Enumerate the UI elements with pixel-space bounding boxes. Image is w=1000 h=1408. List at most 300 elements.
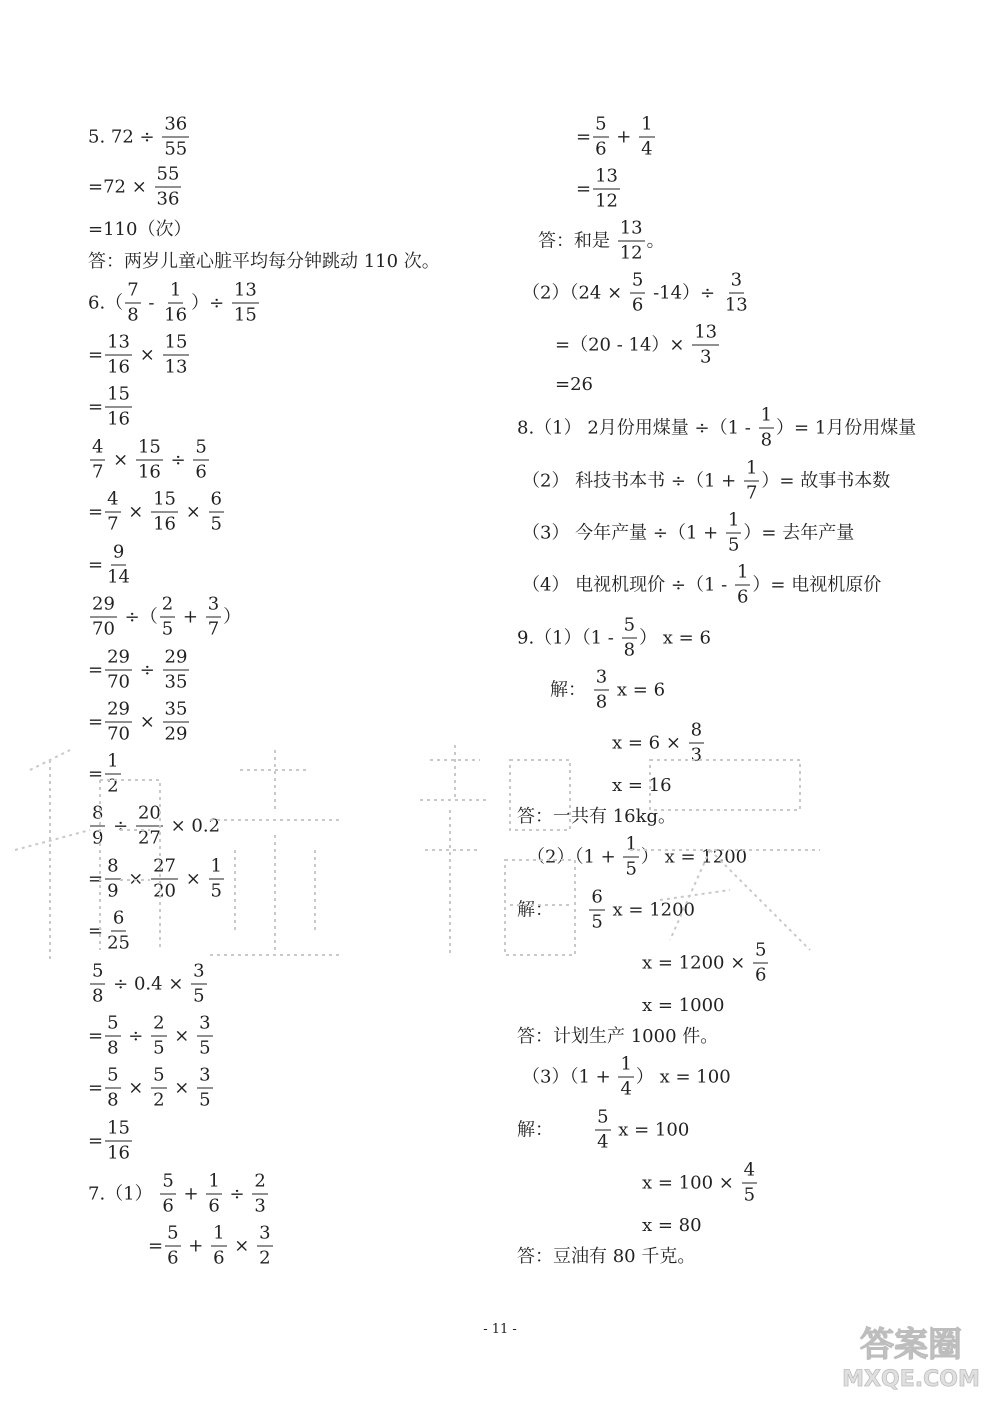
numerator: 4 <box>105 488 120 513</box>
math-line <box>550 666 665 715</box>
numerator: 3 <box>197 1012 212 1037</box>
denominator: 8 <box>127 304 139 326</box>
denominator: 5 <box>199 1089 211 1111</box>
math-line <box>517 808 676 826</box>
denominator: 8 <box>107 1037 119 1059</box>
fraction <box>191 960 206 1009</box>
line-text: 7.（1） <box>88 1183 159 1204</box>
fraction <box>155 163 182 212</box>
denominator: 2 <box>153 1089 165 1111</box>
numerator: 5 <box>193 436 208 461</box>
line-text: = <box>88 396 104 417</box>
fraction <box>759 404 774 453</box>
numerator: 29 <box>163 646 190 671</box>
fraction <box>232 279 259 328</box>
numerator: 36 <box>162 113 189 138</box>
line-text: ÷ <box>107 815 134 836</box>
line-text: 5. 72 ÷ <box>88 126 161 147</box>
denominator: 6 <box>162 1195 174 1217</box>
line-text: × <box>122 1077 150 1098</box>
math-line <box>88 221 191 239</box>
line-text: x = 1200 × <box>642 952 752 973</box>
line-text: =（20 - 14）× <box>555 334 691 355</box>
denominator: 6 <box>213 1247 225 1269</box>
numerator: 5 <box>595 1106 610 1131</box>
fraction <box>618 217 645 266</box>
fraction <box>197 1064 212 1113</box>
line-text: 答：计划生产 1000 件。 <box>517 1026 719 1047</box>
line-text: 答：两岁儿童心脏平均每分钟跳动 110 次。 <box>88 251 440 272</box>
numerator: 7 <box>125 279 140 304</box>
numerator: 5 <box>165 1222 180 1247</box>
numerator: 3 <box>206 593 221 618</box>
line-text: ）= 去年产量 <box>743 522 855 543</box>
numerator: 5 <box>90 960 105 985</box>
math-line <box>88 1170 270 1219</box>
line-text: ÷（ <box>118 606 158 627</box>
math-line <box>88 541 134 590</box>
numerator: 2 <box>151 1012 166 1037</box>
numerator: 6 <box>111 907 126 932</box>
line-text: + <box>182 1235 210 1256</box>
math-line <box>522 509 854 558</box>
numerator: 1 <box>209 855 224 880</box>
denominator: 8 <box>595 691 608 713</box>
math-line <box>555 376 593 394</box>
fraction <box>105 698 132 747</box>
math-line <box>517 1028 718 1046</box>
math-line <box>527 833 747 882</box>
line-text: ）= 故事书本数 <box>761 470 891 491</box>
math-line <box>88 383 134 432</box>
numerator: 15 <box>136 436 163 461</box>
math-line <box>642 1217 702 1235</box>
fraction <box>105 646 132 695</box>
denominator: 5 <box>210 880 222 902</box>
fraction <box>209 488 224 537</box>
numerator: 1 <box>759 404 774 429</box>
denominator: 55 <box>164 138 188 160</box>
fraction <box>136 436 163 485</box>
fraction <box>639 113 654 162</box>
math-line <box>517 886 695 935</box>
numerator: 13 <box>618 217 645 242</box>
math-line <box>642 1159 759 1208</box>
numerator: 15 <box>151 488 178 513</box>
line-text: x = 80 <box>642 1215 702 1236</box>
fraction <box>630 269 645 318</box>
numerator: 13 <box>232 279 259 304</box>
math-line <box>555 321 721 370</box>
fraction <box>742 1159 757 1208</box>
line-text: ÷ <box>223 1183 251 1204</box>
line-text: × <box>107 449 134 470</box>
fraction <box>162 113 189 162</box>
fraction <box>726 509 741 558</box>
numerator: 1 <box>623 833 638 858</box>
page-number: - 11 - <box>483 1322 517 1337</box>
fraction <box>163 646 190 695</box>
line-text: =110（次） <box>88 219 192 240</box>
line-text: x = 16 <box>612 775 672 796</box>
math-line <box>148 1222 275 1271</box>
denominator: 70 <box>107 723 130 745</box>
denominator: 2 <box>107 775 119 797</box>
denominator: 8 <box>107 1089 119 1111</box>
line-text: 答：一共有 16kg。 <box>517 806 677 827</box>
fraction <box>105 1012 120 1061</box>
line-text: x = 100 × <box>642 1172 740 1193</box>
math-line <box>522 1053 731 1102</box>
line-text: = <box>576 178 592 199</box>
fraction <box>136 802 163 851</box>
denominator: 6 <box>208 1195 220 1217</box>
fraction <box>197 1012 212 1061</box>
fraction <box>252 1170 267 1219</box>
fraction <box>723 269 750 318</box>
numerator: 15 <box>105 1117 132 1142</box>
line-text: -14）÷ <box>647 282 721 303</box>
fraction <box>206 1170 221 1219</box>
line-text: ）= 1月份用煤量 <box>776 417 917 438</box>
fraction <box>105 855 120 904</box>
denominator: 7 <box>107 513 119 535</box>
line-text: ÷ <box>164 449 192 470</box>
numerator: 6 <box>589 886 604 911</box>
numerator: 1 <box>735 561 750 586</box>
denominator: 7 <box>207 618 220 640</box>
line-text: = <box>88 1130 104 1151</box>
line-text: + <box>177 1183 205 1204</box>
line-text: 答：豆油有 80 千克。 <box>517 1246 696 1267</box>
numerator: 1 <box>211 1222 226 1247</box>
fraction <box>206 593 221 642</box>
math-line <box>612 719 706 768</box>
line-text: （3） 今年产量 ÷（1 + <box>522 522 724 543</box>
denominator: 3 <box>254 1195 266 1217</box>
fraction <box>151 1012 166 1061</box>
numerator: 8 <box>90 802 105 827</box>
denominator: 9 <box>92 827 104 849</box>
line-text: 解： <box>517 899 588 920</box>
numerator: 3 <box>191 960 206 985</box>
numerator: 1 <box>726 509 741 534</box>
math-line <box>88 488 226 537</box>
fraction <box>105 488 120 537</box>
numerator: 5 <box>630 269 645 294</box>
line-text: ）÷ <box>191 292 230 313</box>
line-text: = <box>88 868 104 889</box>
fraction <box>151 855 178 904</box>
line-text: 答：和是 <box>538 230 616 251</box>
line-text: = <box>88 659 104 680</box>
fraction <box>623 833 638 882</box>
math-line <box>88 1012 215 1061</box>
line-text: ） x = 1200 <box>640 846 748 867</box>
line-text: 6.（ <box>88 292 124 313</box>
numerator: 1 <box>168 279 183 304</box>
fraction <box>105 907 132 956</box>
numerator: 1 <box>744 457 759 482</box>
denominator: 25 <box>107 932 130 954</box>
line-text: ÷ <box>134 659 161 680</box>
numerator: 29 <box>105 698 132 723</box>
math-line <box>642 939 770 988</box>
fraction <box>211 1222 226 1271</box>
fraction <box>735 561 750 610</box>
fraction <box>163 331 190 380</box>
numerator: 13 <box>105 331 132 356</box>
numerator: 5 <box>105 1064 120 1089</box>
numerator: 8 <box>105 855 120 880</box>
math-line <box>88 436 211 485</box>
denominator: 35 <box>164 671 188 693</box>
fraction <box>162 279 189 328</box>
denominator: 8 <box>92 985 104 1007</box>
line-text: = <box>88 711 104 732</box>
denominator: 12 <box>619 242 643 264</box>
math-line <box>576 113 657 162</box>
denominator: 6 <box>595 138 607 160</box>
numerator: 1 <box>639 113 654 138</box>
denominator: 70 <box>107 671 130 693</box>
numerator: 3 <box>729 269 744 294</box>
numerator: 5 <box>593 113 608 138</box>
numerator: 6 <box>209 488 224 513</box>
math-line <box>88 750 123 799</box>
denominator: 2 <box>259 1247 271 1269</box>
math-line <box>612 777 672 795</box>
numerator: 5 <box>622 614 637 639</box>
fraction <box>193 436 208 485</box>
fraction <box>105 750 120 799</box>
fraction <box>594 666 609 715</box>
math-line <box>88 698 191 747</box>
fraction <box>90 593 117 642</box>
fraction <box>744 457 759 506</box>
numerator: 3 <box>257 1222 272 1247</box>
math-line <box>576 165 622 214</box>
line-text: × <box>228 1235 256 1256</box>
fraction <box>689 719 704 768</box>
denominator: 16 <box>107 1142 130 1164</box>
numerator: 2 <box>252 1170 267 1195</box>
denominator: 13 <box>724 294 748 316</box>
line-text: ） <box>223 606 242 627</box>
denominator: 6 <box>195 461 207 483</box>
math-line <box>522 561 881 610</box>
fraction <box>105 331 132 380</box>
line-text: × <box>168 1077 196 1098</box>
fraction <box>105 1064 120 1113</box>
fraction <box>622 614 637 663</box>
line-text: ÷ 0.4 × <box>107 973 190 994</box>
denominator: 27 <box>137 827 161 849</box>
line-text: x = 1000 <box>642 995 725 1016</box>
denominator: 5 <box>210 513 222 535</box>
math-line <box>88 113 191 162</box>
line-text: 9.（1）（1 - <box>517 627 620 648</box>
line-text: × <box>179 868 207 889</box>
line-text: （2）（1 + <box>527 846 622 867</box>
denominator: 5 <box>161 618 174 640</box>
denominator: 16 <box>107 356 130 378</box>
numerator: 3 <box>594 666 609 691</box>
fraction <box>257 1222 272 1271</box>
denominator: 5 <box>153 1037 165 1059</box>
denominator: 16 <box>137 461 161 483</box>
math-line <box>517 1106 689 1155</box>
line-text: = <box>88 763 104 784</box>
svg-text:MXQE.COM: MXQE.COM <box>842 1367 980 1392</box>
fraction <box>160 1170 175 1219</box>
site-logo <box>836 1316 986 1396</box>
line-text: = <box>148 1235 164 1256</box>
svg-text:答案圈: 答案圈 <box>860 1325 962 1365</box>
numerator: 3 <box>197 1064 212 1089</box>
numerator: 9 <box>111 541 126 566</box>
denominator: 36 <box>156 188 180 210</box>
line-text: x = 6 <box>611 679 666 700</box>
line-text: = <box>88 1077 104 1098</box>
denominator: 5 <box>193 985 205 1007</box>
numerator: 1 <box>618 1053 633 1078</box>
numerator: 27 <box>151 855 178 880</box>
line-text: × <box>134 344 161 365</box>
math-line <box>88 1117 134 1166</box>
fraction <box>90 436 105 485</box>
denominator: 5 <box>591 911 603 933</box>
denominator: 16 <box>107 408 130 430</box>
denominator: 6 <box>167 1247 179 1269</box>
line-text: 。 <box>646 230 665 251</box>
fraction <box>618 1053 633 1102</box>
line-text: （3）（1 + <box>522 1066 617 1087</box>
numerator: 5 <box>151 1064 166 1089</box>
denominator: 9 <box>107 880 119 902</box>
denominator: 8 <box>623 639 636 661</box>
math-line <box>522 457 890 506</box>
line-text: =26 <box>555 374 593 395</box>
fraction <box>595 1106 610 1155</box>
line-text: = <box>88 920 104 941</box>
fraction <box>90 960 105 1009</box>
numerator: 15 <box>105 383 132 408</box>
numerator: 4 <box>742 1159 757 1184</box>
fraction <box>151 488 178 537</box>
line-text: ）= 电视机原价 <box>752 574 882 595</box>
denominator: 3 <box>699 346 712 368</box>
fraction <box>105 541 132 590</box>
line-text: （4） 电视机现价 ÷（1 - <box>522 574 733 595</box>
line-text: =72 × <box>88 176 153 197</box>
math-line <box>88 331 191 380</box>
line-text: × <box>122 501 150 522</box>
numerator: 2 <box>160 593 175 618</box>
fraction <box>753 939 768 988</box>
math-line <box>88 253 440 271</box>
math-line <box>88 593 241 642</box>
math-line <box>88 855 226 904</box>
denominator: 6 <box>631 294 644 316</box>
line-text: x = 1200 <box>606 899 696 920</box>
denominator: 14 <box>107 566 130 588</box>
denominator: 6 <box>755 964 767 986</box>
math-line <box>517 404 916 453</box>
denominator: 5 <box>199 1037 211 1059</box>
denominator: 16 <box>164 304 188 326</box>
numerator: 15 <box>163 331 190 356</box>
numerator: 55 <box>155 163 182 188</box>
numerator: 5 <box>160 1170 175 1195</box>
fraction <box>160 593 175 642</box>
math-line <box>522 269 752 318</box>
math-line <box>88 960 209 1009</box>
numerator: 29 <box>90 593 117 618</box>
line-text: + <box>610 126 638 147</box>
line-text: × <box>134 711 161 732</box>
fraction <box>593 165 620 214</box>
fraction <box>125 279 140 328</box>
fraction <box>589 886 604 935</box>
line-text: 8.（1） 2月份用煤量 ÷（1 - <box>517 417 757 438</box>
denominator: 7 <box>92 461 104 483</box>
numerator: 8 <box>689 719 704 744</box>
line-text: + <box>177 606 204 627</box>
numerator: 4 <box>90 436 105 461</box>
line-text: × <box>122 868 150 889</box>
math-line <box>642 997 725 1015</box>
denominator: 4 <box>641 138 653 160</box>
line-text: × 0.2 <box>164 815 221 836</box>
denominator: 13 <box>164 356 188 378</box>
denominator: 7 <box>745 482 758 504</box>
fraction <box>105 383 132 432</box>
denominator: 5 <box>727 534 740 556</box>
line-text: = <box>88 554 104 575</box>
fraction <box>692 321 719 370</box>
line-text: x = 6 × <box>612 732 687 753</box>
math-line <box>88 163 183 212</box>
line-text: - <box>142 292 161 313</box>
fraction <box>151 1064 166 1113</box>
line-text: ） x = 6 <box>639 627 711 648</box>
fraction <box>163 698 190 747</box>
line-text: ÷ <box>122 1025 150 1046</box>
math-line <box>88 646 191 695</box>
math-line <box>88 279 261 328</box>
numerator: 1 <box>105 750 120 775</box>
line-text: 解： <box>517 1119 594 1140</box>
math-line <box>517 1248 695 1266</box>
denominator: 4 <box>620 1078 632 1100</box>
math-line <box>88 1064 215 1113</box>
line-text: x = 100 <box>612 1119 690 1140</box>
fraction <box>593 113 608 162</box>
line-text: = <box>576 126 592 147</box>
math-line <box>517 614 711 663</box>
denominator: 16 <box>153 513 176 535</box>
denominator: 15 <box>233 304 257 326</box>
denominator: 6 <box>736 586 749 608</box>
line-text: （2）（24 × <box>522 282 628 303</box>
math-line <box>538 217 665 266</box>
line-text: = <box>88 344 104 365</box>
line-text: （2） 科技书本书 ÷（1 + <box>522 470 742 491</box>
numerator: 29 <box>105 646 132 671</box>
line-text: × <box>168 1025 196 1046</box>
denominator: 5 <box>625 858 637 880</box>
